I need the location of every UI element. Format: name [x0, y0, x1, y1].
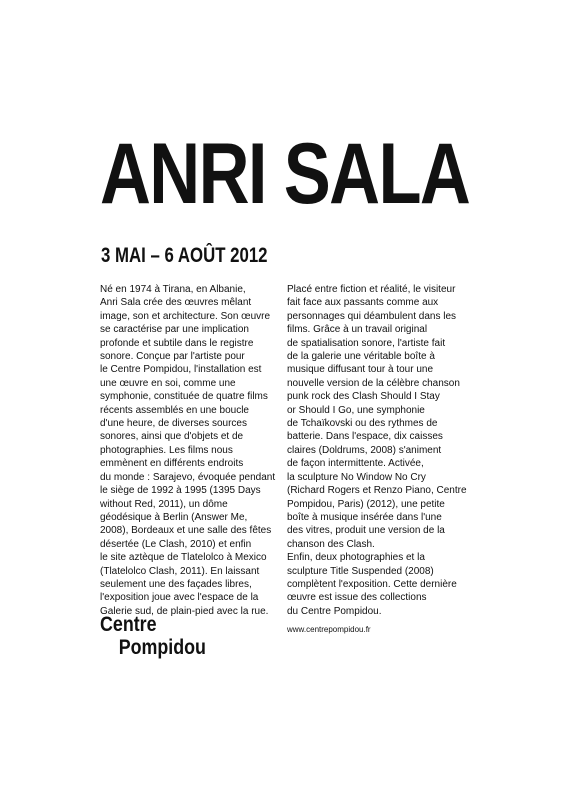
- text-line: des vitres, produit une version de la: [287, 525, 445, 537]
- text-line: se caractérise par une implication: [100, 324, 249, 336]
- text-line: sonore. Conçue par l'artiste pour: [100, 351, 245, 363]
- centre-pompidou-logo: [100, 613, 206, 659]
- logo-line-1: Centre: [100, 613, 157, 636]
- text-line: symphonie, constituée de quatre films: [100, 391, 268, 403]
- right-text-column: [287, 283, 472, 618]
- text-line: Placé entre fiction et réalité, le visiteur: [287, 284, 456, 295]
- text-line: personnages qui déambulent dans les: [287, 310, 457, 322]
- text-line: nouvelle version de la célèbre chanson: [287, 377, 460, 389]
- text-line: or Should I Go, une symphonie: [287, 404, 425, 416]
- text-line: profonde et subtile dans le registre: [100, 337, 254, 349]
- text-line: photographies. Les films nous: [100, 444, 233, 456]
- text-line: without Red, 2011), un dôme: [100, 498, 228, 510]
- text-line: du monde : Sarajevo, évoquée pendant: [100, 471, 276, 483]
- text-line: de la galerie une véritable boîte à: [287, 351, 435, 363]
- text-line: du Centre Pompidou.: [287, 605, 382, 617]
- text-line: une œuvre en soi, comme une: [100, 377, 236, 389]
- logo-line-2: Pompidou: [118, 636, 206, 659]
- text-line: films. Grâce à un travail original: [287, 324, 428, 336]
- text-line: sculpture Title Suspended (2008): [287, 565, 434, 577]
- text-line: œuvre est issue des collections: [287, 592, 427, 604]
- left-text-column: [100, 283, 285, 618]
- text-line: Né en 1974 à Tirana, en Albanie,: [100, 284, 246, 295]
- text-line: chanson des Clash.: [287, 538, 375, 550]
- text-line: Galerie sud, de plain-pied avec la rue.: [100, 605, 269, 617]
- text-line: boîte à musique insérée dans l'une: [287, 511, 442, 523]
- text-line: (Richard Rogers et Renzo Piano, Centre: [287, 485, 467, 497]
- text-line: seulement une des façades libres,: [100, 578, 252, 590]
- text-line: fait face aux passants comme aux: [287, 297, 439, 309]
- text-line: le siège de 1992 à 1995 (1395 Days: [100, 485, 261, 497]
- text-line: désertée (Le Clash, 2010) et enfin: [100, 538, 252, 550]
- page-title: ANRI SALA: [100, 126, 470, 222]
- text-line: image, son et architecture. Son œuvre: [100, 310, 271, 322]
- text-line: batterie. Dans l'espace, dix caisses: [287, 431, 443, 443]
- text-line: sonores, ainsi que d'objets et de: [100, 431, 244, 443]
- text-line: le site aztèque de Tlatelolco à Mexico: [100, 552, 267, 564]
- text-line: musique diffusant tour à tour une: [287, 364, 434, 376]
- text-line: l'exposition joue avec l'espace de la: [100, 592, 259, 604]
- text-line: emmènent en différents endroits: [100, 458, 244, 470]
- text-line: Pompidou, Paris) (2012), une petite: [287, 498, 445, 510]
- text-line: récents assemblés en une boucle: [100, 404, 249, 416]
- text-line: (Tlatelolco Clash, 2011). En laissant: [100, 565, 260, 577]
- text-line: géodésique à Berlin (Answer Me,: [100, 511, 248, 523]
- text-line: de Tchaïkovski ou des rythmes de: [287, 418, 438, 430]
- text-line: de façon intermittente. Activée,: [287, 458, 424, 470]
- text-line: d'une heure, de diverses sources: [100, 418, 247, 430]
- text-line: punk rock des Clash Should I Stay: [287, 391, 440, 403]
- text-line: complètent l'exposition. Cette dernière: [287, 578, 457, 590]
- website-url[interactable]: www.centrepompidou.fr: [287, 625, 371, 634]
- exhibition-dates: 3 MAI – 6 AOÛT 2012: [101, 244, 268, 267]
- text-line: Anri Sala crée des œuvres mêlant: [100, 297, 252, 309]
- text-line: de spatialisation sonore, l'artiste fait: [287, 337, 446, 349]
- text-line: 2008), Bordeaux et une salle des fêtes: [100, 525, 272, 537]
- text-line: le Centre Pompidou, l'installation est: [100, 364, 262, 376]
- text-line: claires (Doldrums, 2008) s'animent: [287, 444, 442, 456]
- text-line: la sculpture No Window No Cry: [287, 471, 426, 483]
- text-line: Enfin, deux photographies et la: [287, 552, 425, 564]
